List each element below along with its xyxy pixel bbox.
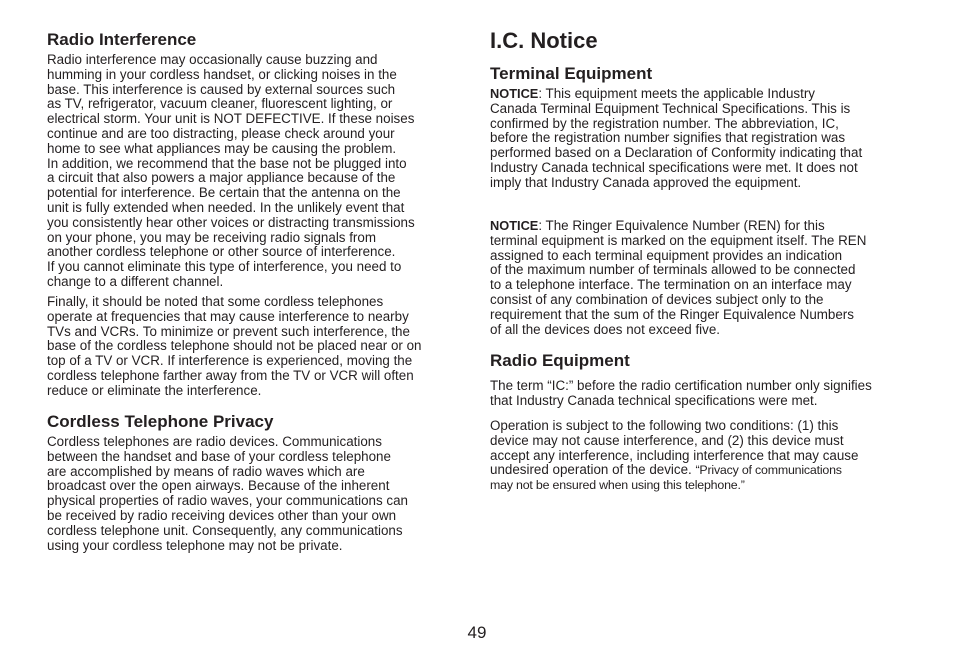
text-line: The term “IC:” before the radio certification number only signifies — [490, 378, 872, 393]
text-line: terminal equipment is marked on the equipment itself. The REN — [490, 232, 867, 248]
privacy-quote: may not be ensured when using this telephone.” — [490, 478, 745, 493]
text-line: assigned to each terminal equipment provides an indication — [490, 247, 843, 263]
text-line: operate at frequencies that may cause interference to nearby — [47, 308, 409, 324]
text-line: electrical storm. Your unit is NOT DEFECTIVE. If these noises — [47, 111, 415, 127]
text-line — [490, 219, 866, 234]
text-fragment: undesired operation of the device. — [490, 462, 696, 478]
cordless-privacy-heading: Cordless Telephone Privacy — [47, 412, 274, 431]
text-line: be received by radio receiving devices other than your own — [47, 507, 397, 523]
text-line: of all the devices does not exceed five. — [490, 321, 721, 337]
text-line: a circuit that also powers a major appliance because of the — [47, 170, 396, 186]
text-line: physical properties of radio waves, your communications can — [47, 493, 408, 509]
text-line — [490, 463, 858, 478]
notice-label: NOTICE — [490, 218, 539, 233]
text-line: top of a TV or VCR. If interference is experienced, moving the — [47, 353, 413, 369]
notice-label: NOTICE — [490, 86, 539, 101]
text-line: Finally, it should be noted that some cordless telephones — [47, 294, 384, 309]
text-line: base of the cordless telephone should not be placed near or on — [47, 338, 422, 354]
text-line: performed based on a Declaration of Conformity indicating that — [490, 145, 863, 161]
text-line: Operation is subject to the following two conditions: (1) this — [490, 418, 839, 433]
text-line: between the handset and base of your cordless telephone — [47, 448, 391, 464]
text-line: Cordless telephones are radio devices. Communications — [47, 434, 382, 449]
text-line: consist of any combination of devices subject only to the — [490, 291, 824, 307]
text-line: unit is fully extended when needed. In the unlikely event that — [47, 199, 405, 215]
terminal-equipment-heading: Terminal Equipment — [490, 64, 653, 83]
text-line: If you cannot eliminate this type of interference, you need to — [47, 259, 402, 275]
radio-equipment-paragraph-2 — [490, 419, 858, 493]
radio-interference-paragraph-2 — [47, 295, 421, 399]
text-line: are accomplished by means of radio waves which are — [47, 463, 365, 479]
text-line: you consistently hear other voices or distracting transmissions — [47, 214, 415, 230]
text-line: home to see what appliances may be causing the problem. — [47, 140, 397, 156]
text-line: Radio interference may occasionally cause buzzing and — [47, 52, 378, 67]
radio-equipment-heading: Radio Equipment — [490, 351, 630, 370]
text-line: as TV, refrigerator, vacuum cleaner, fluorescent lighting, or — [47, 96, 393, 112]
text-line: base. This interference is caused by external sources such — [47, 81, 396, 97]
text-line: Industry Canada technical specifications were met. It does not — [490, 159, 858, 175]
text-line: cordless telephone unit. Consequently, any communications — [47, 522, 403, 538]
text-line: imply that Industry Canada approved the equipment. — [490, 174, 802, 190]
text-line: Canada Terminal Equipment Technical Specifications. This is — [490, 100, 851, 116]
terminal-notice-2 — [490, 219, 866, 337]
text-line: requirement that the sum of the Ringer Equivalence Numbers — [490, 306, 854, 322]
text-line: broadcast over the open airways. Because of the inherent — [47, 478, 390, 494]
text-line: change to a different channel. — [47, 273, 224, 289]
cordless-privacy-paragraph — [47, 435, 408, 553]
text-line: confirmed by the registration number. The abbreviation, IC, — [490, 115, 839, 131]
text-line: of the maximum number of terminals allowed to be connected — [490, 262, 856, 278]
text-line: before the registration number signifies that registration was — [490, 130, 846, 146]
text-line: that Industry Canada technical specifications were met. — [490, 392, 818, 408]
radio-interference-paragraph-1 — [47, 53, 415, 290]
text-line: TVs and VCRs. To minimize or prevent such interference, the — [47, 323, 410, 339]
text-line: using your cordless telephone may not be private. — [47, 537, 343, 553]
text-line: humming in your cordless handset, or clicking noises in the — [47, 66, 397, 82]
radio-interference-heading: Radio Interference — [47, 30, 197, 49]
text-line: on your phone, you may be receiving radio signals from — [47, 229, 376, 245]
text-line: In addition, we recommend that the base not be plugged into — [47, 155, 407, 171]
radio-equipment-paragraph-1 — [490, 379, 872, 409]
privacy-quote: “Privacy of communications — [695, 463, 842, 478]
text-fragment: : The Ringer Equivalence Number (REN) for this — [538, 218, 825, 233]
text-line: another cordless telephone or other source of interference. — [47, 244, 396, 260]
text-line: potential for interference. Be certain that the antenna on the — [47, 185, 401, 201]
terminal-notice-1 — [490, 87, 862, 191]
text-line: cordless telephone farther away from the TV or VCR will often — [47, 367, 414, 383]
text-line: device may not cause interference, and (2) this device must — [490, 432, 844, 448]
text-line: reduce or eliminate the interference. — [47, 382, 262, 398]
text-line: continue and are too distracting, please check around your — [47, 125, 395, 141]
text-line — [490, 87, 862, 102]
text-line: accept any interference, including interference that may cause — [490, 447, 859, 463]
page-number: 49 — [467, 623, 487, 642]
text-fragment: : This equipment meets the applicable Industry — [538, 86, 816, 101]
page-title: I.C. Notice — [490, 28, 598, 53]
text-line: to a telephone interface. The termination on an interface may — [490, 277, 852, 293]
